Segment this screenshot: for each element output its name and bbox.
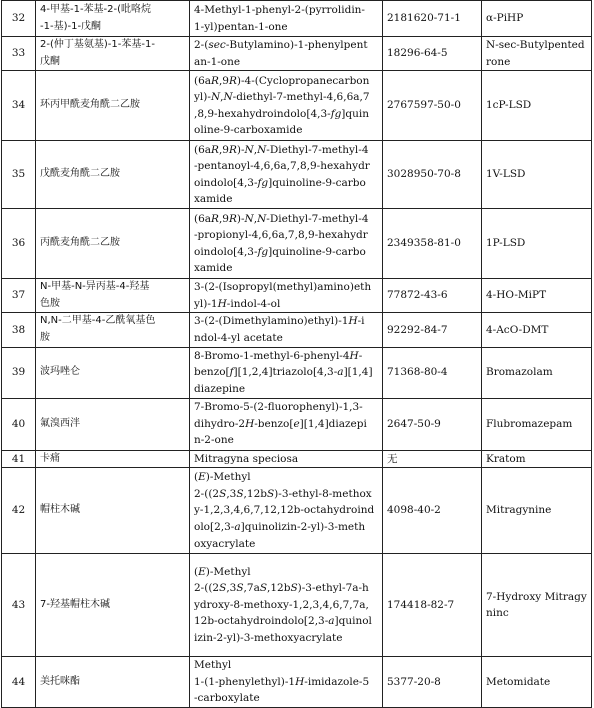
table-row — [2, 141, 592, 209]
chinese-name-cell: 氟溴西泮 — [36, 398, 190, 450]
cas-number-cell: 71368-80-4 — [383, 347, 482, 398]
cas-number-cell: 2349358-81-0 — [383, 209, 482, 279]
cas-number-cell: 无 — [383, 450, 482, 468]
alias-cell: Flubromazepam — [482, 398, 592, 450]
row-number-cell: 36 — [2, 209, 36, 279]
row-number-cell: 34 — [2, 71, 36, 141]
english-name-cell: 4-Methyl-1-phenyl-2-(pyrrolidin- 1-yl)pentan-1-one — [190, 1, 383, 37]
table-row — [2, 279, 592, 313]
chinese-name-cell: 帽柱木碱 — [36, 468, 190, 554]
alias-cell: Mitragynine — [482, 468, 592, 554]
chinese-name-cell: 7-羟基帽柱木碱 — [36, 554, 190, 657]
chinese-name-cell: 环丙甲酰麦角酰二乙胺 — [36, 71, 190, 141]
cas-number-cell: 2181620-71-1 — [383, 1, 482, 37]
alias-cell: Metomidate — [482, 657, 592, 708]
alias-cell: α-PiHP — [482, 1, 592, 37]
table-row — [2, 313, 592, 347]
alias-cell: 4-AcO-DMT — [482, 313, 592, 347]
alias-cell: 1V-LSD — [482, 141, 592, 209]
cas-number-cell: 3028950-70-8 — [383, 141, 482, 209]
alias-cell: 1P-LSD — [482, 209, 592, 279]
table-row — [2, 450, 592, 468]
chinese-name-cell: 2-(仲丁基氨基)-1-苯基-1- 戊酮 — [36, 37, 190, 71]
english-name-cell: 8-Bromo-1-methyl-6-phenyl-4H- benzo[f][1,2,4]triazolo[4,3-a][1,4] diazepine — [190, 347, 383, 398]
table-row — [2, 468, 592, 554]
english-name-cell: 7-Bromo-5-(2-fluorophenyl)-1,3- dihydro-2H-benzo[e][1,4]diazepi n-2-one — [190, 398, 383, 450]
table-row — [2, 398, 592, 450]
cas-number-cell: 174418-82-7 — [383, 554, 482, 657]
chinese-name-cell: N-甲基-N-异丙基-4-羟基 色胺 — [36, 279, 190, 313]
cas-number-cell: 77872-43-6 — [383, 279, 482, 313]
english-name-cell: (6aR,9R)-N,N-Diethyl-7-methyl-4 -pentanoyl-4,6,6a,7,8,9-hexahydr oindolo[4,3-fg]quinoline-9-carbo xamide — [190, 141, 383, 209]
cas-number-cell: 18296-64-5 — [383, 37, 482, 71]
cas-number-cell: 5377-20-8 — [383, 657, 482, 708]
table-row — [2, 37, 592, 71]
row-number-cell: 39 — [2, 347, 36, 398]
cas-number-cell: 92292-84-7 — [383, 313, 482, 347]
cas-number-cell: 2767597-50-0 — [383, 71, 482, 141]
english-name-cell: (E)-Methyl 2-((2S,3S,7aS,12bS)-3-ethyl-7a-h ydroxy-8-methoxy-1,2,3,4,6,7,7a, 12b-octahydroindolo[2,3-a]quinol izin-2-yl)-3-methoxyacrylate — [190, 554, 383, 657]
english-name-cell: Mitragyna speciosa — [190, 450, 383, 468]
row-number-cell: 37 — [2, 279, 36, 313]
table-row — [2, 347, 592, 398]
english-name-cell: 2-(sec-Butylamino)-1-phenylpent an-1-one — [190, 37, 383, 71]
chinese-name-cell: 丙酰麦角酰二乙胺 — [36, 209, 190, 279]
english-name-cell: (E)-Methyl 2-((2S,3S,12bS)-3-ethyl-8-methox y-1,2,3,4,6,7,12,12b-octahydroind olo[2,3-a]quinolizin-2-yl)-3-meth oxyacrylate — [190, 468, 383, 554]
row-number-cell: 41 — [2, 450, 36, 468]
substance-table — [1, 0, 592, 708]
row-number-cell: 43 — [2, 554, 36, 657]
english-name-cell: 3-(2-(Dimethylamino)ethyl)-1H-i ndol-4-yl acetate — [190, 313, 383, 347]
chinese-name-cell: N,N-二甲基-4-乙酰氧基色 胺 — [36, 313, 190, 347]
table-row — [2, 71, 592, 141]
cas-number-cell: 2647-50-9 — [383, 398, 482, 450]
alias-cell: 4-HO-MiPT — [482, 279, 592, 313]
alias-cell: Kratom — [482, 450, 592, 468]
row-number-cell: 40 — [2, 398, 36, 450]
english-name-cell: (6aR,9R)-4-(Cyclopropanecarbon yl)-N,N-diethyl-7-methyl-4,6,6a,7 ,8,9-hexahydroindolo[4,3-fg]quin oline-9-carboxamide — [190, 71, 383, 141]
english-name-cell: 3-(2-(Isopropyl(methyl)amino)eth yl)-1H-indol-4-ol — [190, 279, 383, 313]
chinese-name-cell: 波玛唑仑 — [36, 347, 190, 398]
alias-cell: Bromazolam — [482, 347, 592, 398]
alias-cell: 7-Hydroxy Mitragyninc — [482, 554, 592, 657]
row-number-cell: 38 — [2, 313, 36, 347]
row-number-cell: 44 — [2, 657, 36, 708]
substance-table-body — [2, 1, 592, 708]
chinese-name-cell: 4-甲基-1-苯基-2-(吡咯烷 -1-基)-1-戊酮 — [36, 1, 190, 37]
row-number-cell: 35 — [2, 141, 36, 209]
chinese-name-cell: 卡痛 — [36, 450, 190, 468]
alias-cell: N-sec-Butylpentedrone — [482, 37, 592, 71]
chinese-name-cell: 美托咪酯 — [36, 657, 190, 708]
row-number-cell: 42 — [2, 468, 36, 554]
table-row — [2, 657, 592, 708]
table-row — [2, 1, 592, 37]
chinese-name-cell: 戊酰麦角酰二乙胺 — [36, 141, 190, 209]
alias-cell: 1cP-LSD — [482, 71, 592, 141]
cas-number-cell: 4098-40-2 — [383, 468, 482, 554]
row-number-cell: 33 — [2, 37, 36, 71]
row-number-cell: 32 — [2, 1, 36, 37]
english-name-cell: Methyl 1-(1-phenylethyl)-1H-imidazole-5 -carboxylate — [190, 657, 383, 708]
table-row — [2, 209, 592, 279]
english-name-cell: (6aR,9R)-N,N-Diethyl-7-methyl-4 -propionyl-4,6,6a,7,8,9-hexahydr oindolo[4,3-fg]quinoline-9-carbo xamide — [190, 209, 383, 279]
table-row — [2, 554, 592, 657]
